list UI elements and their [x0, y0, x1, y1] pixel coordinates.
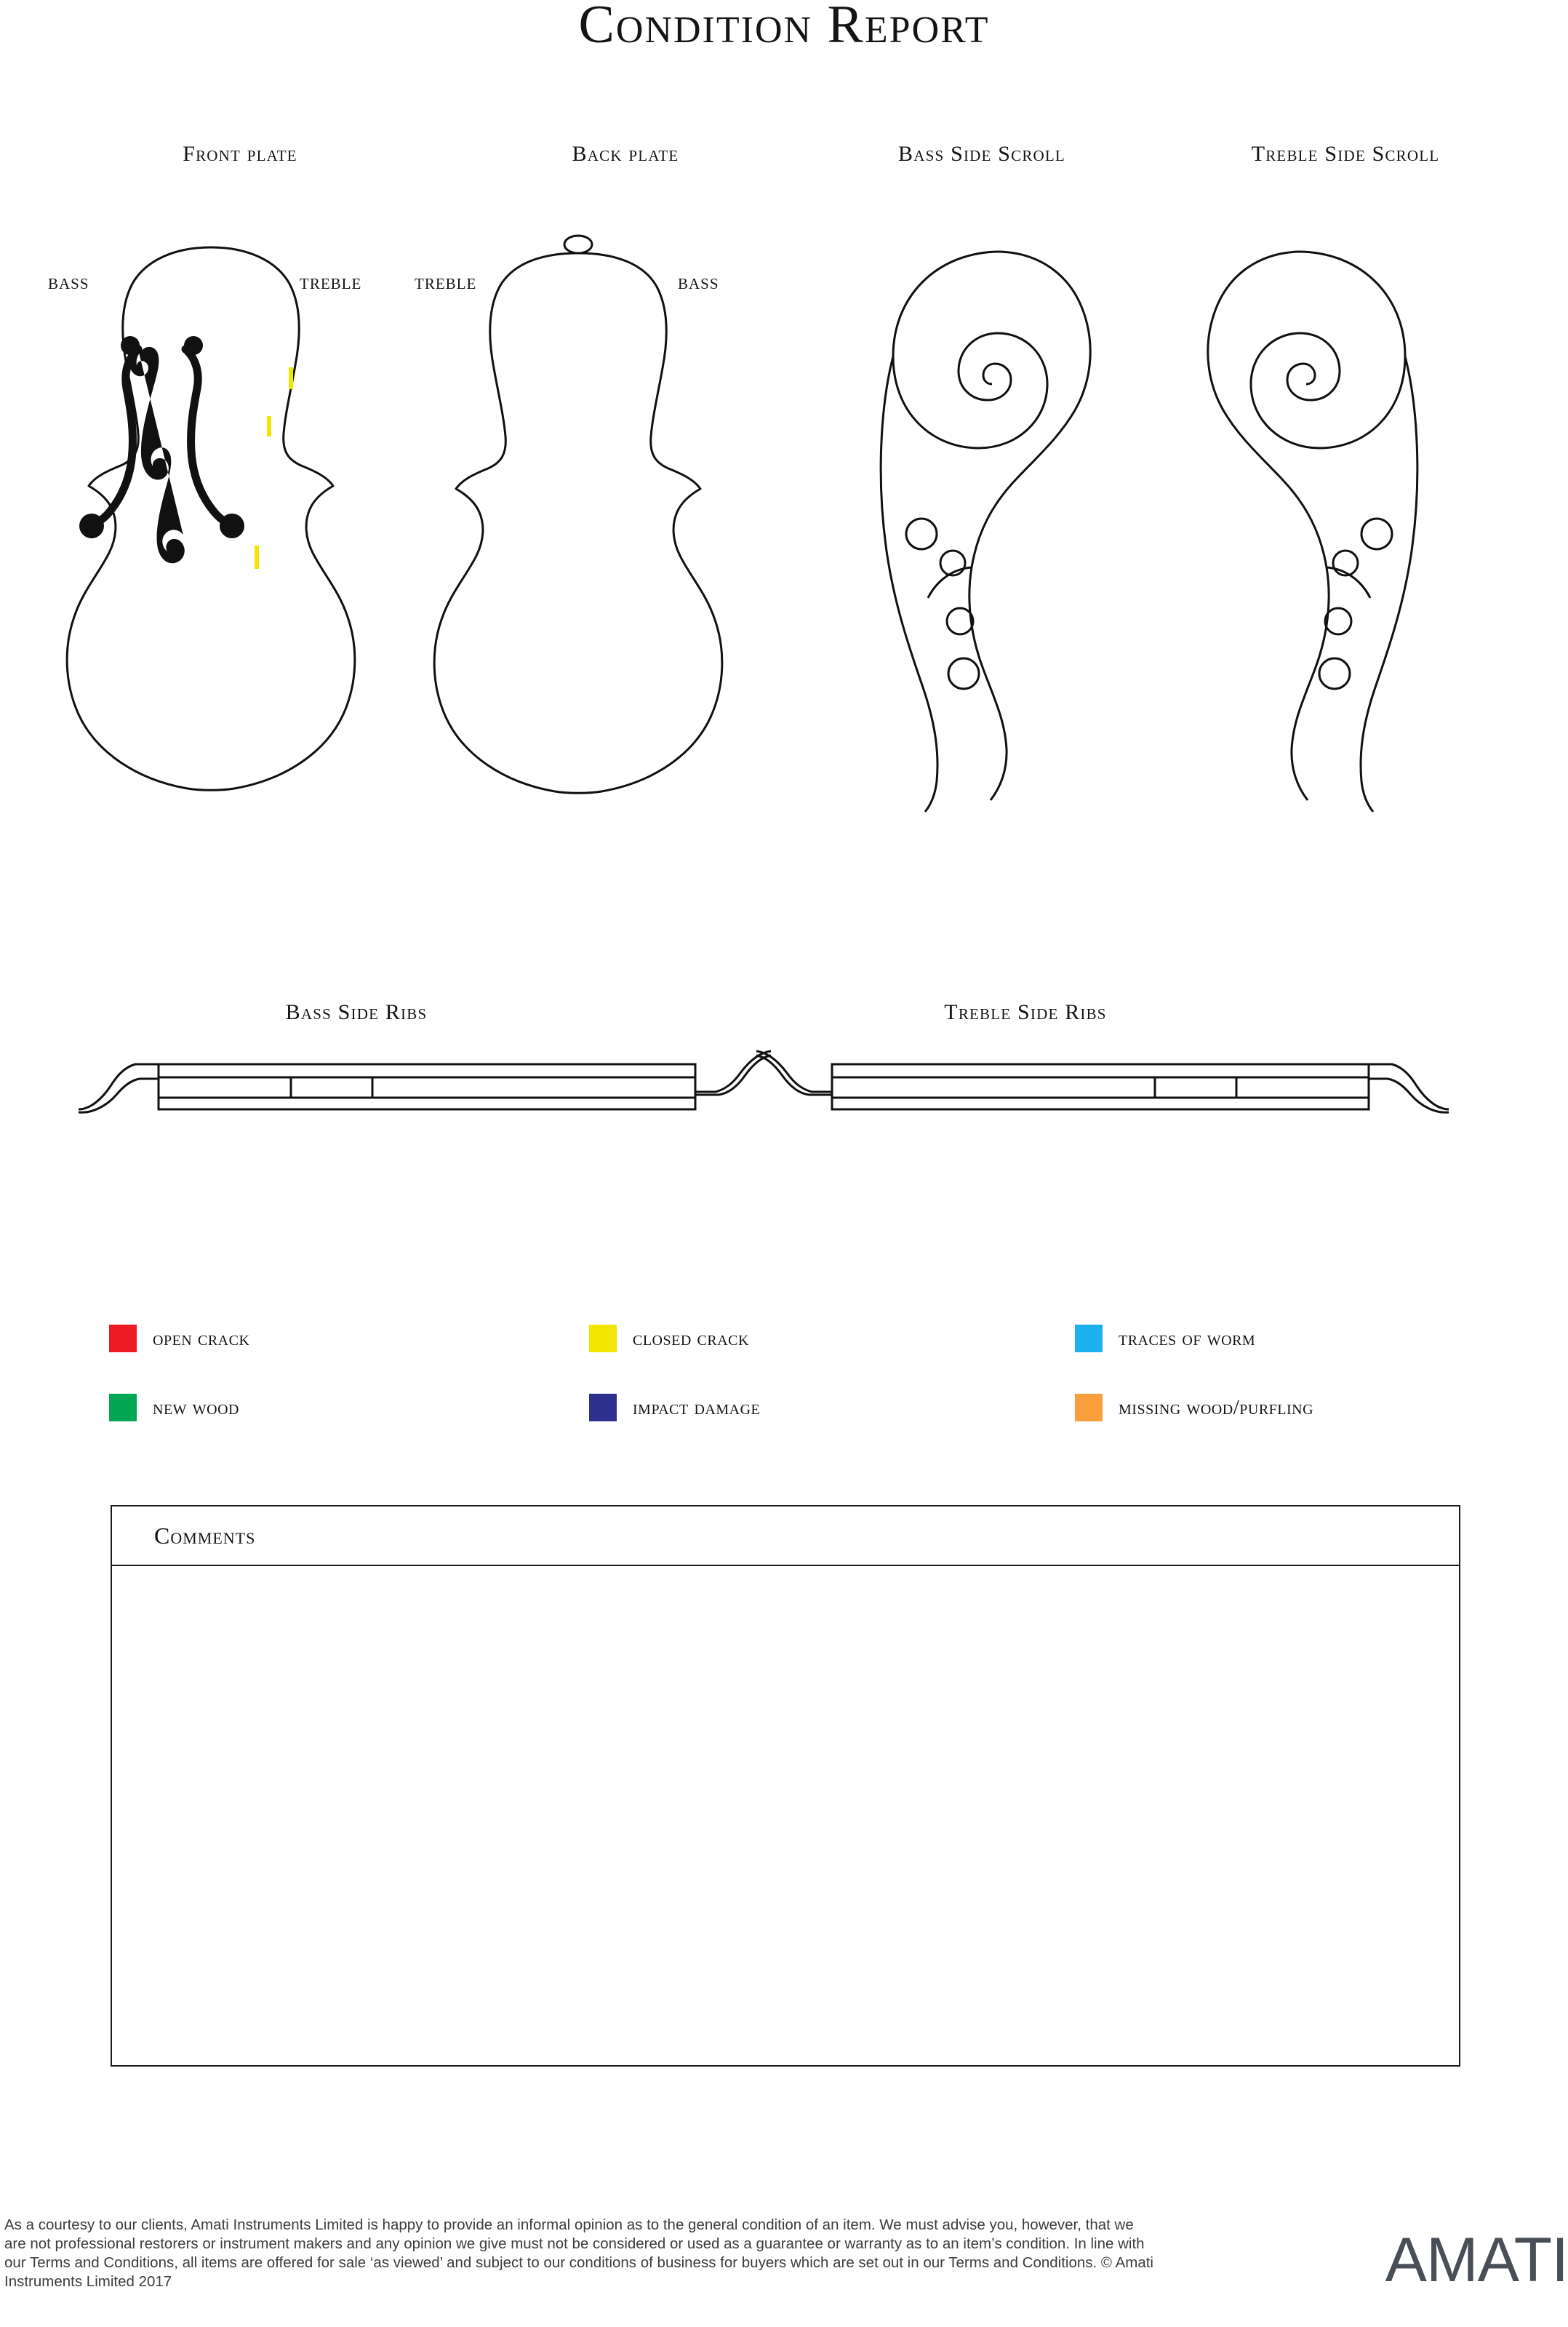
- swatch-missing-wood-purfling-icon: [1075, 1394, 1103, 1421]
- legend-label-closed-crack: closed crack: [633, 1326, 749, 1350]
- comments-title: Comments: [154, 1522, 256, 1549]
- legend-label-missing-wood-purfling: missing wood/purfling: [1119, 1395, 1314, 1419]
- front-plate-diagram[interactable]: [29, 233, 393, 807]
- caption-bass-side-scroll: Bass Side Scroll: [898, 142, 1065, 166]
- back-plate-bass-label: BASS: [678, 275, 719, 292]
- legend-item-missing-wood-purfling: [1075, 1393, 1313, 1422]
- legend-label-traces-of-worm: traces of worm: [1119, 1326, 1256, 1350]
- comments-box: [111, 1505, 1460, 2067]
- legend-item-impact-damage: [589, 1393, 760, 1422]
- swatch-open-crack-icon: [109, 1325, 137, 1352]
- bass-side-scroll-diagram[interactable]: [829, 240, 1135, 815]
- treble-side-scroll-diagram[interactable]: [1164, 240, 1469, 815]
- caption-treble-side-ribs: Treble Side Ribs: [944, 1000, 1107, 1024]
- back-plate-treble-label: TREBLE: [415, 275, 477, 292]
- back-plate-diagram[interactable]: [396, 218, 760, 807]
- legend-label-impact-damage: impact damage: [633, 1395, 761, 1419]
- caption-bass-side-ribs: Bass Side Ribs: [285, 1000, 428, 1024]
- swatch-closed-crack-icon: [589, 1325, 617, 1352]
- legend-label-new-wood: new wood: [153, 1395, 239, 1419]
- legend-item-traces-of-worm: [1075, 1324, 1255, 1353]
- amati-logo: AMATI: [1385, 2225, 1568, 2295]
- swatch-traces-of-worm-icon: [1075, 1325, 1103, 1352]
- legend-item-new-wood: [109, 1393, 239, 1422]
- front-plate-bass-label: BASS: [48, 275, 89, 292]
- swatch-new-wood-icon: [109, 1394, 137, 1421]
- caption-treble-side-scroll: Treble Side Scroll: [1251, 142, 1440, 166]
- footer-disclaimer: As a courtesy to our clients, Amati Instruments Limited is happy to provide an informal opinion as to the general condition of an item. We must advise you, however, that we are not professional restorers or instrument makers and any opinion we give must not be considered or used as a guarantee or warranty as to an item’s condition. In line with our Terms and Conditions, all items are offered for sale ‘as viewed’ and subject to our conditions of business for buyers which are set out in our Terms and Conditions. © Amati Instruments Limited 2017: [4, 2216, 1153, 2290]
- caption-back-plate: Back plate: [572, 142, 679, 166]
- treble-side-ribs-diagram[interactable]: [749, 1037, 1455, 1138]
- swatch-impact-damage-icon: [589, 1394, 617, 1421]
- comments-input[interactable]: [113, 1568, 1459, 2065]
- page-title: Condition Report: [578, 0, 990, 55]
- bass-side-ribs-diagram[interactable]: [73, 1037, 778, 1138]
- caption-front-plate: Front plate: [183, 142, 297, 166]
- comments-header: [112, 1506, 1459, 1566]
- legend-label-open-crack: open crack: [153, 1326, 250, 1350]
- legend-item-closed-crack: [589, 1324, 749, 1353]
- legend-item-open-crack: [109, 1324, 249, 1353]
- front-plate-treble-label: TREBLE: [300, 275, 362, 292]
- damage-legend: [0, 1309, 1568, 1426]
